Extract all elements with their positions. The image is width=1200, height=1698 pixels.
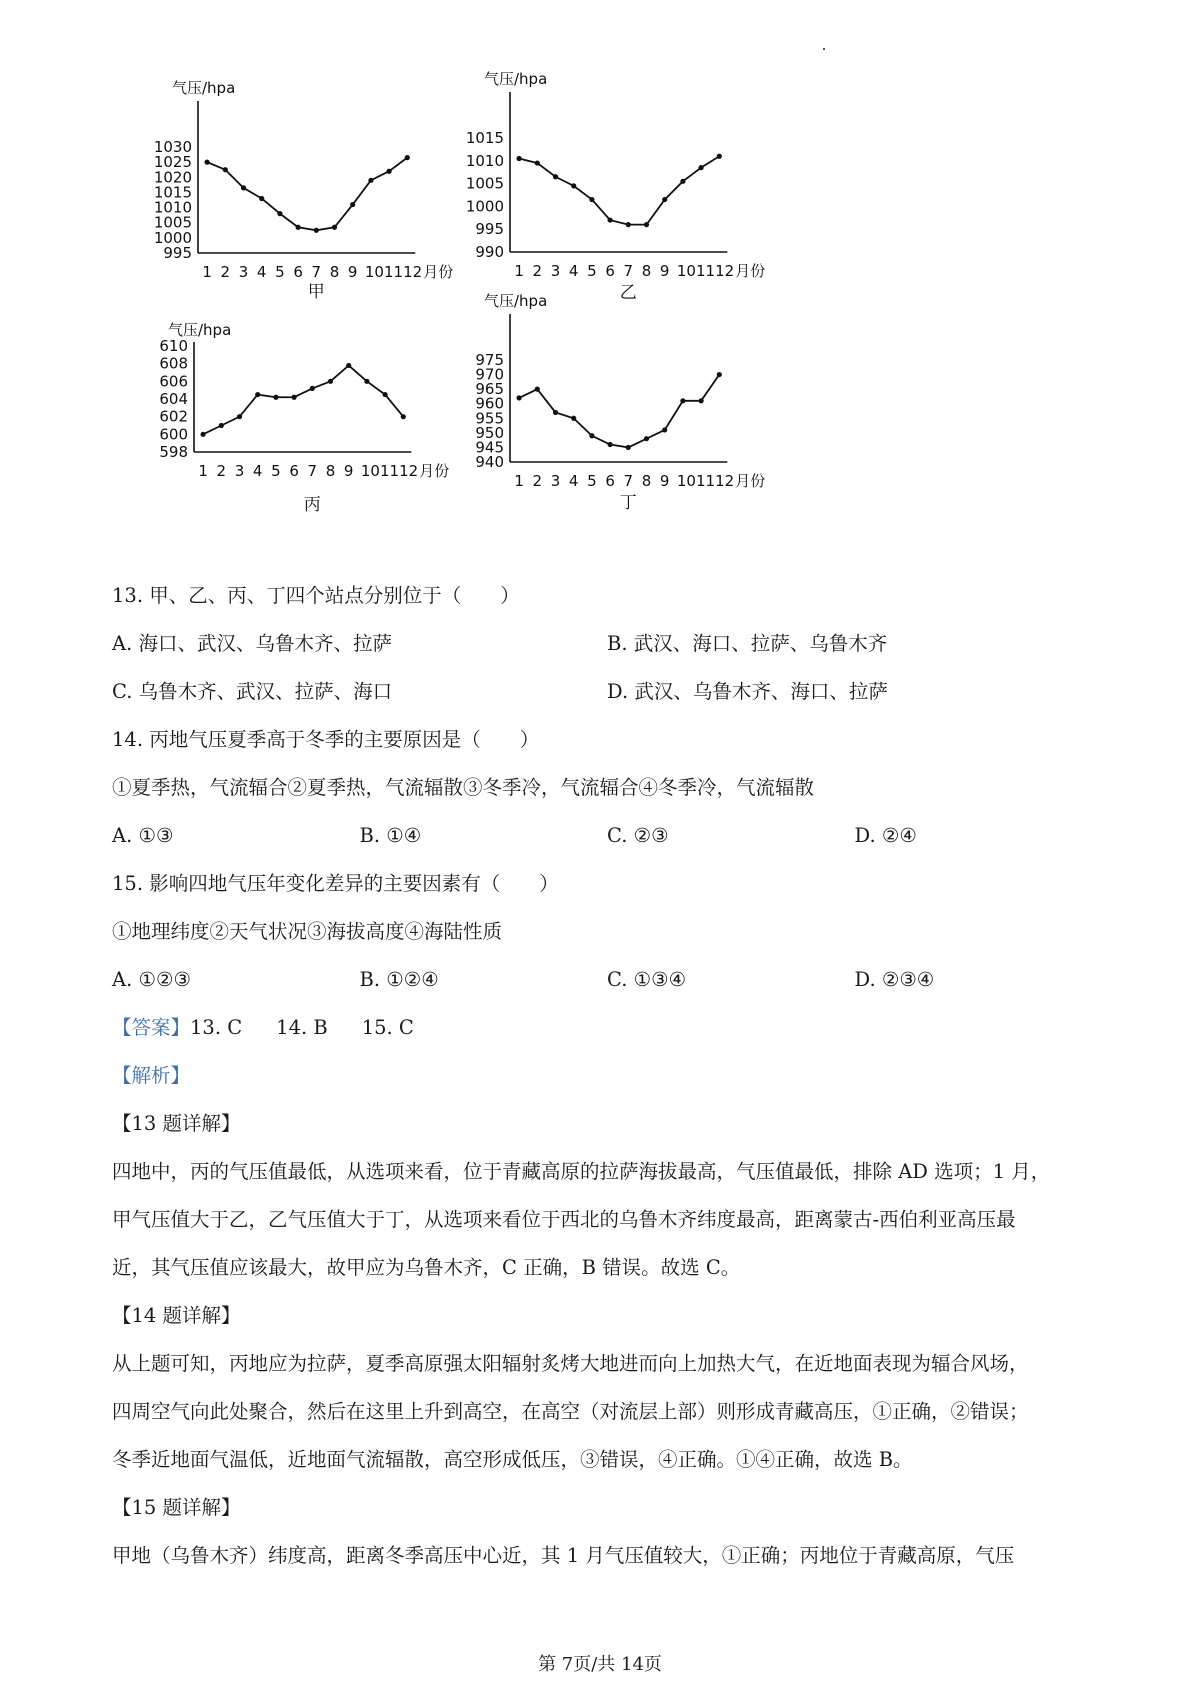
data-point [310,386,315,391]
data-point [535,387,540,392]
x-tick-label: 5 [271,462,281,480]
data-point [219,423,224,428]
q14-option-d: D. ②④ [854,824,917,847]
x-axis-label: 月份 [735,262,766,280]
q15-options [112,956,1102,1004]
data-point [626,222,631,227]
y-tick-label: 1000 [465,197,504,216]
x-tick-label: 6 [293,263,303,281]
data-point [201,432,206,437]
q15-option-b: B. ①②④ [359,968,439,991]
pressure-line [207,158,407,231]
q14-option-b: B. ①④ [359,824,422,847]
data-point [717,154,722,159]
x-tick-label: 3 [550,472,561,490]
q14-options [112,812,1102,860]
data-point [292,395,297,400]
x-tick-label-tail: 101112 [676,472,735,490]
data-point [350,202,355,207]
y-tick-label: 610 [159,337,188,355]
data-point [626,445,631,450]
y-tick-label: 606 [159,372,188,391]
data-point [553,174,558,179]
x-tick-label: 7 [623,472,634,490]
data-point [680,179,685,184]
station-title: 乙 [619,283,637,303]
data-point [328,379,333,384]
y-tick-label: 950 [475,423,504,442]
q15-detail-line-1: 甲地（乌鲁木齐）纬度高，距离冬季高压中心近，其 1 月气压值较大，①正确；丙地位于青藏高原，气压 [112,1544,1015,1567]
data-point [517,156,522,161]
answer-line [112,1004,1102,1052]
data-point [644,222,649,227]
y-tick-label: 1005 [465,174,504,193]
y-axis-unit-label: 气压/hpa [484,70,548,88]
q13-option-c: C. 乌鲁木齐、武汉、拉萨、海口 [112,680,393,703]
q15-statements: ①地理纬度②天气状况③海拔高度④海陆性质 [112,920,503,943]
answer-15: 15. C [361,1016,414,1039]
pressure-charts [0,0,1200,570]
data-point [662,427,667,432]
x-tick-label: 1 [202,263,212,281]
x-tick-label: 3 [234,462,245,480]
data-point [223,167,228,172]
data-point [346,363,351,368]
x-axis-label: 月份 [419,462,450,480]
x-tick-label-tail: 101112 [364,263,423,281]
answer-13: 13. C [190,1016,243,1039]
x-tick-label: 9 [343,462,354,480]
chart-ding [475,292,828,555]
q14-option-c: C. ②③ [607,824,669,847]
x-tick-label: 4 [568,472,579,490]
q14-detail-line-2: 四周空气向此处聚合，然后在这里上升到高空，在高空（对流层上部）则形成青藏高压，①正确，②错误； [112,1400,1029,1423]
pressure-line [203,365,403,434]
q15-stem: 15. 影响四地气压年变化差异的主要因素有（ ） [112,872,559,895]
chart-yi [465,70,808,305]
y-tick-label: 600 [159,425,188,444]
q13-stem: 13. 甲、乙、丙、丁四个站点分别位于（ ） [112,584,520,607]
data-point [589,433,594,438]
data-point [296,225,301,230]
y-tick-label: 975 [475,351,504,369]
y-tick-label: 1030 [153,138,192,156]
data-point [259,196,264,201]
y-tick-label: 965 [475,380,504,399]
x-tick-label: 5 [587,262,597,280]
q14-detail-line-3: 冬季近地面气温低，近地面气流辐散，高空形成低压，③错误，④正确。①④正确，故选 B。 [112,1448,913,1471]
y-tick-label: 1010 [465,151,504,170]
y-tick-label: 990 [475,243,504,261]
q14-statements: ①夏季热，气流辐合②夏季热，气流辐散③冬季冷，气流辐合④冬季冷，气流辐散 [112,776,815,799]
q15-option-a: A. ①②③ [112,968,191,991]
q13-options-row1 [112,620,1102,668]
q15-detail-title: 【15 题详解】 [112,1496,241,1519]
x-tick-label: 5 [275,263,285,281]
q13-detail-title: 【13 题详解】 [112,1112,241,1135]
data-point [255,392,260,397]
x-tick-label: 5 [587,472,597,490]
q13-detail-line-3: 近，其气压值应该最大，故甲应为乌鲁木齐，C 正确，B 错误。故选 C。 [112,1256,741,1279]
x-tick-label: 6 [605,472,615,490]
data-point [699,398,704,403]
x-tick-label: 8 [325,462,336,480]
x-axis-label: 月份 [423,263,454,281]
q14-detail-line-1: 从上题可知，丙地应为拉萨，夏季高原强太阳辐射炙烤大地进而向上加热大气，在近地面表现为辐合风场， [112,1352,1029,1375]
y-tick-label: 1020 [153,168,192,187]
y-tick-label: 1005 [153,213,192,232]
q13-option-a: A. 海口、武汉、乌鲁木齐、拉萨 [112,632,392,655]
y-tick-label: 955 [475,409,504,428]
data-point [273,395,278,400]
data-point [699,165,704,170]
y-tick-label: 1000 [153,228,192,247]
x-tick-label: 9 [659,472,670,490]
x-tick-label: 8 [641,262,652,280]
y-tick-label: 960 [475,394,504,413]
data-point [364,379,369,384]
data-point [517,395,522,400]
data-point [368,178,373,183]
data-point [383,392,388,397]
x-tick-label: 3 [238,263,249,281]
x-tick-label: 2 [220,263,231,281]
y-axis-unit-label: 气压/hpa [168,321,232,339]
answer-14: 14. B [276,1016,328,1039]
data-point [205,160,210,165]
station-title: 丙 [303,495,321,515]
pressure-line [519,375,719,448]
y-tick-label: 1025 [153,153,192,172]
x-tick-label: 1 [514,262,524,280]
data-point [644,436,649,441]
answer-tag: 【答案】 [112,1016,191,1039]
x-tick-label: 7 [307,462,318,480]
pressure-line [519,156,719,224]
y-tick-label: 940 [475,453,504,471]
data-point [553,410,558,415]
data-point [571,183,576,188]
q15-option-d: D. ②③④ [854,968,935,991]
y-tick-label: 945 [475,438,504,457]
y-tick-label: 604 [159,390,188,408]
y-tick-label: 598 [159,443,188,461]
q13-option-b: B. 武汉、海口、拉萨、乌鲁木齐 [607,632,888,655]
q15-option-c: C. ①③④ [607,968,687,991]
data-point [571,416,576,421]
page-footer: 第 7页/共 14页 [538,1654,662,1675]
station-title: 甲 [307,282,325,302]
x-tick-label: 8 [641,472,652,490]
data-point [535,160,540,165]
x-tick-label: 4 [568,262,579,280]
data-point [589,197,594,202]
data-point [241,185,246,190]
q14-detail-title: 【14 题详解】 [112,1304,241,1327]
data-point [387,169,392,174]
x-tick-label: 2 [216,462,227,480]
y-tick-label: 1015 [153,183,192,202]
data-point [662,197,667,202]
chart-jia [150,79,470,305]
data-point [277,211,282,216]
y-tick-label: 1010 [153,198,192,217]
x-axis-label: 月份 [735,472,766,490]
x-tick-label: 8 [329,263,340,281]
y-tick-label: 995 [475,220,504,239]
x-tick-label: 7 [311,263,322,281]
data-point [717,372,722,377]
data-point [680,398,685,403]
data-point [332,225,337,230]
x-tick-label: 6 [289,462,299,480]
y-tick-label: 602 [159,407,188,426]
x-tick-label-tail: 101112 [360,462,419,480]
y-tick-label: 608 [159,354,188,373]
x-tick-label: 2 [532,472,543,490]
x-tick-label-tail: 101112 [676,262,735,280]
x-tick-label: 9 [347,263,358,281]
x-tick-label: 1 [198,462,208,480]
data-point [608,442,613,447]
chart-bing [150,321,470,555]
q13-options-row2 [112,668,1102,716]
x-tick-label: 4 [256,263,267,281]
q13-option-d: D. 武汉、乌鲁木齐、海口、拉萨 [607,680,888,703]
y-axis-unit-label: 气压/hpa [484,292,548,310]
station-title: 丁 [619,493,637,513]
q13-detail-line-2: 甲气压值大于乙，乙气压值大于丁，从选项来看位于西北的乌鲁木齐纬度最高，距离蒙古-西伯利亚高压最 [112,1208,1016,1231]
y-axis-unit-label: 气压/hpa [172,79,236,97]
question-content [112,572,1102,1580]
y-tick-label: 1015 [465,129,504,147]
x-tick-label: 9 [659,262,670,280]
data-point [401,414,406,419]
scan-dot [823,48,825,50]
x-tick-label: 6 [605,262,615,280]
x-tick-label: 3 [550,262,561,280]
q14-option-a: A. ①③ [112,824,174,847]
y-tick-label: 995 [163,244,192,262]
x-tick-label: 4 [252,462,263,480]
analysis-tag: 【解析】 [112,1064,191,1087]
x-tick-label: 7 [623,262,634,280]
x-tick-label: 2 [532,262,543,280]
data-point [314,228,319,233]
q14-stem: 14. 丙地气压夏季高于冬季的主要原因是（ ） [112,728,540,751]
x-tick-label: 1 [514,472,524,490]
data-point [405,155,410,160]
data-point [608,217,613,222]
y-tick-label: 970 [475,365,504,384]
q13-detail-line-1: 四地中，丙的气压值最低，从选项来看，位于青藏高原的拉萨海拔最高，气压值最低，排除 AD 选项；1 月， [112,1160,1051,1183]
data-point [237,414,242,419]
